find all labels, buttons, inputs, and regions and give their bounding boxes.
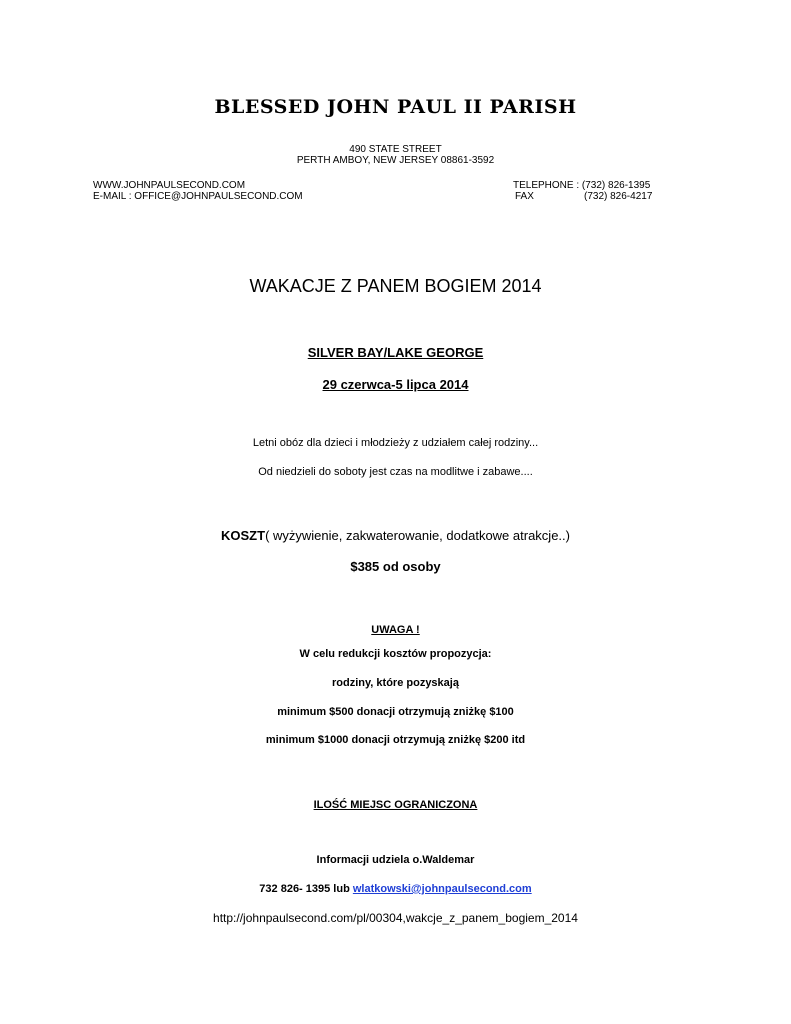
notice-line-3: minimum $500 donacji otrzymują zniżkę $100 [277,706,514,718]
location-line [0,344,791,362]
notice-heading-line [0,620,791,638]
event-location: SILVER BAY/LAKE GEORGE [307,345,484,360]
email-text: E-MAIL : OFFICE@JOHNPAULSECOND.COM [93,191,303,202]
contact-line [0,883,791,895]
cost-line [0,528,791,543]
event-title: WAKACJE Z PANEM BOGIEM 2014 [249,276,542,296]
fax-label: FAX [515,191,534,202]
cost-details: ( wyżywienie, zakwaterowanie, dodatkowe atrakcje..) [265,528,570,543]
notice-line-1: W celu redukcji kosztów propozycja: [299,648,492,660]
fax-number: (732) 826-4217 [584,191,653,202]
price-text: $385 od osoby [350,559,441,574]
limited-places: ILOŚĆ MIEJSC OGRANICZONA [313,799,478,811]
notice-line-2: rodziny, które pozyskają [332,677,459,689]
address-street: 490 STATE STREET [349,144,442,155]
notice-line-4: minimum $1000 donacji otrzymują zniżkę $200 itd [265,734,526,746]
intro-line-1: Letni obóz dla dzieci i młodzieży z udziałem całej rodziny... [252,437,539,449]
website-text: WWW.JOHNPAULSECOND.COM [93,180,246,191]
dates-line [0,376,791,394]
contact-email-link[interactable]: wlatkowski@johnpaulsecond.com [352,883,532,895]
notice-heading: UWAGA ! [371,624,420,636]
event-dates: 29 czerwca-5 lipca 2014 [322,377,469,392]
cost-label: KOSZT [221,528,266,543]
source-url: http://johnpaulsecond.com/pl/00304,wakcje_z_panem_bogiem_2014 [213,911,578,925]
telephone-text: TELEPHONE : (732) 826-1395 [513,180,651,191]
address-city: PERTH AMBOY, NEW JERSEY 08861-3592 [296,155,495,166]
info-line: Informacji udziela o.Waldemar [316,854,475,866]
parish-name-heading: BLESSED JOHN PAUL II PARISH [214,96,577,118]
limited-places-line [0,795,791,813]
contact-phone: 732 826- 1395 lub [259,883,353,895]
intro-line-2: Od niedzieli do soboty jest czas na modlitwe i zabawe.... [258,466,533,478]
